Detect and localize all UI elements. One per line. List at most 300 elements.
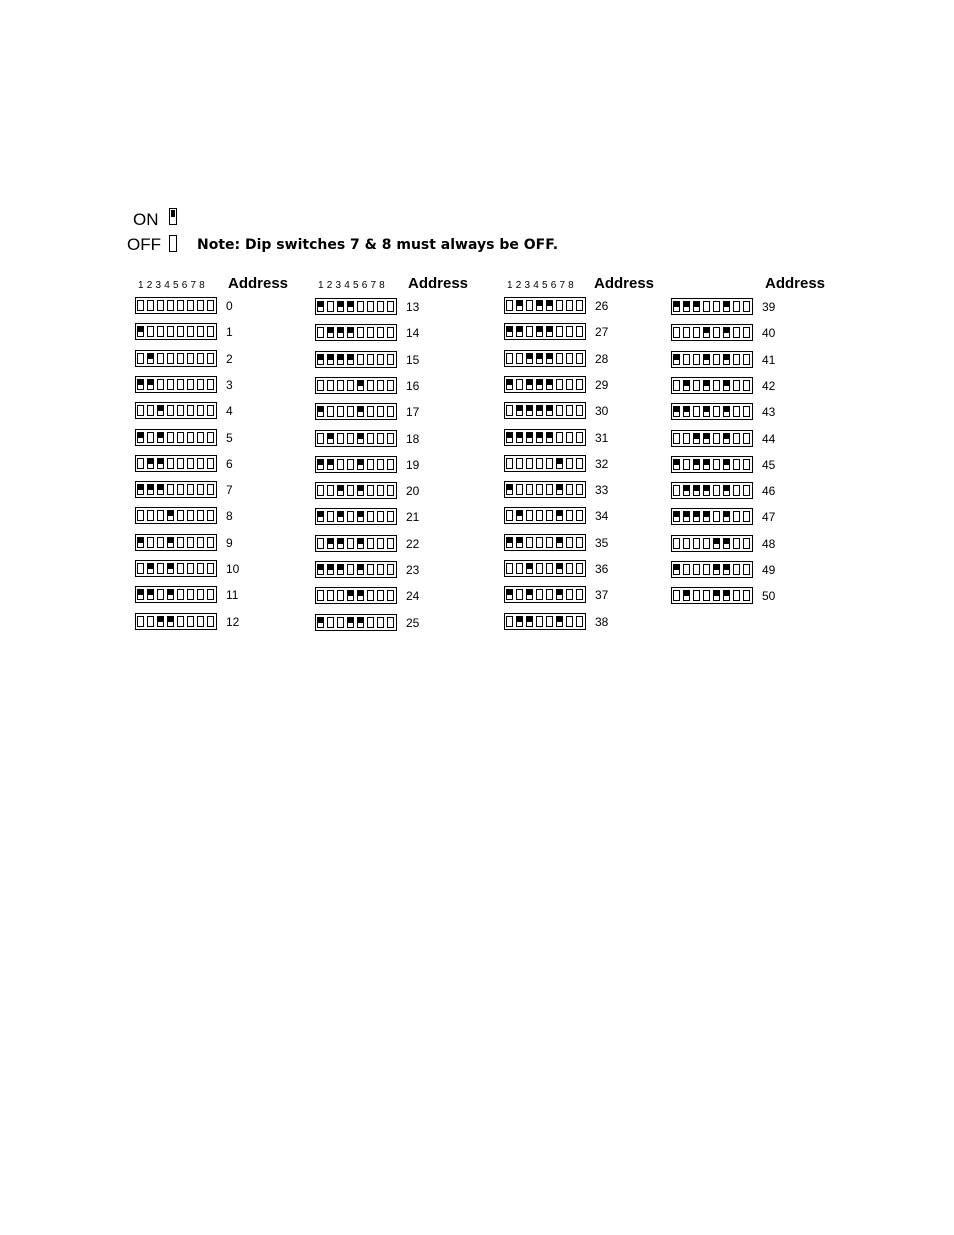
address-value: 37 [595, 588, 609, 603]
switch-off-icon [693, 380, 700, 391]
switch-off-icon [576, 589, 583, 600]
address-value: 32 [595, 456, 609, 471]
switch-off-icon [197, 379, 204, 390]
switch-off-icon [673, 433, 680, 444]
switch-on-icon [337, 511, 344, 522]
dip-switch-block [504, 402, 586, 419]
switch-off-icon [327, 485, 334, 496]
switch-on-icon [317, 617, 324, 628]
switch-off-icon [673, 380, 680, 391]
switch-off-icon [556, 300, 563, 311]
switch-on-icon [516, 537, 523, 548]
switch-off-icon [576, 405, 583, 416]
switch-off-icon [137, 300, 144, 311]
switch-off-icon [576, 379, 583, 390]
dip-switch-block [135, 507, 217, 524]
switch-on-icon [713, 564, 720, 575]
address-value: 11 [226, 588, 239, 603]
dip-switch-block [671, 324, 753, 341]
switch-on-icon [703, 380, 710, 391]
switch-on-icon [536, 379, 543, 390]
switch-on-icon [683, 590, 690, 601]
dip-switch-block [504, 507, 586, 524]
address-heading: Address [228, 275, 289, 292]
dip-switch-block [135, 534, 217, 551]
switch-off-icon [387, 590, 394, 601]
switch-off-icon [733, 459, 740, 470]
switch-on-icon [167, 589, 174, 600]
switch-on-icon [556, 537, 563, 548]
switch-on-icon [357, 511, 364, 522]
address-value: 29 [595, 377, 609, 392]
switch-on-icon [683, 485, 690, 496]
switch-on-icon [337, 327, 344, 338]
dip-switch-block [135, 429, 217, 446]
off-switch-icon [169, 235, 177, 252]
switch-off-icon [576, 616, 583, 627]
switch-off-icon [566, 589, 573, 600]
dip-switch-block [671, 482, 753, 499]
switch-off-icon [576, 510, 583, 521]
address-value: 39 [762, 300, 776, 314]
switch-on-icon [693, 485, 700, 496]
switch-on-icon [526, 432, 533, 443]
switch-on-icon [723, 564, 730, 575]
switch-on-icon [137, 432, 144, 443]
switch-off-icon [536, 510, 543, 521]
switch-on-icon [713, 538, 720, 549]
address-value: 12 [226, 614, 240, 629]
switch-on-icon [673, 301, 680, 312]
dip-switch-block [135, 323, 217, 340]
switch-off-icon [733, 301, 740, 312]
switch-on-icon [526, 589, 533, 600]
switch-off-icon [526, 326, 533, 337]
dip-switch-block [315, 430, 397, 447]
address-value: 49 [762, 563, 776, 577]
dip-switch-block [315, 351, 397, 368]
switch-off-icon [187, 326, 194, 337]
switch-off-icon [566, 432, 573, 443]
switch-off-icon [576, 537, 583, 548]
switch-off-icon [506, 563, 513, 574]
switch-off-icon [733, 433, 740, 444]
switch-off-icon [197, 589, 204, 600]
switch-on-icon [357, 459, 364, 470]
switch-off-icon [317, 538, 324, 549]
switch-on-icon [516, 326, 523, 337]
switch-on-icon [703, 406, 710, 417]
switch-on-icon [673, 511, 680, 522]
switch-on-icon [683, 406, 690, 417]
address-value: 31 [595, 430, 609, 445]
switch-off-icon [177, 432, 184, 443]
switch-off-icon [197, 510, 204, 521]
switch-off-icon [713, 459, 720, 470]
switch-off-icon [506, 405, 513, 416]
dip-switch-block [135, 376, 217, 393]
switch-off-icon [536, 616, 543, 627]
switch-off-icon [387, 354, 394, 365]
switch-off-icon [703, 538, 710, 549]
switch-off-icon [576, 300, 583, 311]
switch-off-icon [367, 538, 374, 549]
switch-on-icon [546, 379, 553, 390]
switch-off-icon [733, 380, 740, 391]
switch-off-icon [377, 485, 384, 496]
dip-switch-block [315, 403, 397, 420]
switch-on-icon [526, 379, 533, 390]
switch-off-icon [556, 432, 563, 443]
switch-off-icon [347, 564, 354, 575]
switch-off-icon [147, 405, 154, 416]
dip-switch-block [504, 481, 586, 498]
dip-switch-block [315, 614, 397, 631]
switch-off-icon [347, 511, 354, 522]
switch-on-icon [327, 538, 334, 549]
dip-switch-block [315, 508, 397, 525]
address-value: 26 [595, 299, 609, 313]
switch-off-icon [197, 484, 204, 495]
address-value: 43 [762, 405, 776, 420]
switch-off-icon [683, 459, 690, 470]
switch-off-icon [177, 616, 184, 627]
address-value: 33 [595, 483, 609, 498]
switch-off-icon [556, 326, 563, 337]
switch-on-icon [713, 590, 720, 601]
switch-off-icon [177, 379, 184, 390]
switch-off-icon [713, 327, 720, 338]
switch-off-icon [546, 510, 553, 521]
switch-off-icon [566, 458, 573, 469]
switch-off-icon [177, 589, 184, 600]
switch-on-icon [506, 326, 513, 337]
switch-off-icon [576, 458, 583, 469]
switch-on-icon [526, 353, 533, 364]
dip-switch-block [671, 430, 753, 447]
dip-switch-note: Note: Dip switches 7 & 8 must always be OFF. [197, 237, 559, 253]
switch-on-icon [147, 379, 154, 390]
switch-off-icon [733, 406, 740, 417]
address-value: 50 [762, 589, 776, 604]
switch-off-icon [197, 537, 204, 548]
dip-switch-block [504, 323, 586, 340]
switch-off-icon [387, 511, 394, 522]
switch-off-icon [566, 326, 573, 337]
switch-off-icon [327, 590, 334, 601]
switch-off-icon [157, 300, 164, 311]
switch-off-icon [157, 537, 164, 548]
dip-switch-block [135, 586, 217, 603]
switch-off-icon [177, 326, 184, 337]
switch-off-icon [506, 353, 513, 364]
switch-on-icon [683, 511, 690, 522]
switch-off-icon [207, 353, 214, 364]
switch-off-icon [387, 538, 394, 549]
dip-switch-block [671, 298, 753, 315]
switch-off-icon [207, 510, 214, 521]
address-value: 7 [226, 483, 233, 498]
switch-off-icon [377, 380, 384, 391]
switch-off-icon [526, 510, 533, 521]
switch-off-icon [357, 327, 364, 338]
switch-on-icon [167, 537, 174, 548]
switch-off-icon [167, 432, 174, 443]
switch-off-icon [733, 538, 740, 549]
switch-on-icon [546, 432, 553, 443]
switch-on-icon [337, 301, 344, 312]
switch-off-icon [576, 353, 583, 364]
switch-off-icon [187, 458, 194, 469]
switch-on-icon [357, 433, 364, 444]
switch-off-icon [317, 590, 324, 601]
switch-off-icon [367, 485, 374, 496]
switch-off-icon [377, 590, 384, 601]
switch-off-icon [713, 354, 720, 365]
switch-on-icon [506, 379, 513, 390]
address-value: 38 [595, 614, 609, 629]
switch-off-icon [207, 616, 214, 627]
switch-off-icon [167, 458, 174, 469]
switch-off-icon [147, 537, 154, 548]
switch-on-icon [516, 510, 523, 521]
switch-on-icon [556, 484, 563, 495]
switch-off-icon [157, 353, 164, 364]
switch-on-icon [327, 354, 334, 365]
switch-on-icon [723, 538, 730, 549]
switch-off-icon [733, 590, 740, 601]
switch-off-icon [576, 563, 583, 574]
switch-on-icon [526, 405, 533, 416]
switch-on-icon [723, 327, 730, 338]
switch-on-icon [147, 458, 154, 469]
address-value: 45 [762, 457, 776, 472]
switch-off-icon [733, 485, 740, 496]
switch-off-icon [743, 459, 750, 470]
switch-off-icon [187, 537, 194, 548]
on-switch-icon [169, 208, 177, 225]
switch-on-icon [347, 590, 354, 601]
switch-off-icon [207, 537, 214, 548]
switch-off-icon [207, 432, 214, 443]
dip-switch-block [504, 376, 586, 393]
switch-off-icon [177, 405, 184, 416]
switch-off-icon [367, 301, 374, 312]
switch-off-icon [683, 564, 690, 575]
switch-on-icon [357, 617, 364, 628]
switch-off-icon [713, 380, 720, 391]
switch-on-icon [157, 405, 164, 416]
dip-switch-block [315, 377, 397, 394]
switch-off-icon [317, 327, 324, 338]
switch-off-icon [177, 563, 184, 574]
switch-on-icon [723, 485, 730, 496]
switch-off-icon [566, 379, 573, 390]
switch-on-icon [317, 564, 324, 575]
switch-off-icon [683, 538, 690, 549]
switch-off-icon [367, 564, 374, 575]
switch-on-icon [556, 589, 563, 600]
switch-off-icon [367, 459, 374, 470]
switch-off-icon [377, 459, 384, 470]
switch-on-icon [357, 380, 364, 391]
switch-off-icon [566, 616, 573, 627]
switch-off-icon [743, 538, 750, 549]
switch-off-icon [207, 563, 214, 574]
switch-on-icon [327, 564, 334, 575]
switch-on-icon [157, 616, 164, 627]
address-value: 0 [226, 299, 233, 313]
switch-on-icon [526, 563, 533, 574]
switch-off-icon [177, 537, 184, 548]
address-value: 46 [762, 484, 776, 499]
switch-off-icon [157, 589, 164, 600]
switch-on-icon [723, 354, 730, 365]
switch-on-icon [723, 433, 730, 444]
switch-off-icon [673, 590, 680, 601]
switch-off-icon [693, 590, 700, 601]
dip-switch-block [315, 587, 397, 604]
dip-switch-block [671, 377, 753, 394]
switch-on-icon [147, 563, 154, 574]
on-legend-label: ON [133, 210, 159, 229]
switch-on-icon [347, 301, 354, 312]
switch-on-icon [536, 300, 543, 311]
switch-on-icon [723, 301, 730, 312]
switch-off-icon [177, 510, 184, 521]
switch-off-icon [167, 300, 174, 311]
switch-off-icon [207, 484, 214, 495]
switch-off-icon [167, 326, 174, 337]
switch-on-icon [526, 616, 533, 627]
address-value: 21 [406, 510, 420, 525]
switch-off-icon [683, 433, 690, 444]
switch-off-icon [743, 301, 750, 312]
switch-numbers-header: 1 2 3 4 5 6 7 8 [507, 280, 574, 291]
switch-on-icon [357, 590, 364, 601]
switch-off-icon [327, 301, 334, 312]
switch-on-icon [546, 353, 553, 364]
switch-off-icon [177, 300, 184, 311]
switch-off-icon [566, 300, 573, 311]
switch-off-icon [713, 301, 720, 312]
switch-on-icon [337, 538, 344, 549]
switch-off-icon [147, 432, 154, 443]
switch-on-icon [693, 511, 700, 522]
switch-off-icon [546, 563, 553, 574]
switch-off-icon [347, 538, 354, 549]
switch-on-icon [167, 563, 174, 574]
switch-off-icon [207, 458, 214, 469]
switch-on-icon [137, 326, 144, 337]
off-legend-label: OFF [127, 235, 161, 254]
switch-off-icon [377, 406, 384, 417]
switch-off-icon [546, 537, 553, 548]
switch-off-icon [683, 327, 690, 338]
switch-on-icon [157, 484, 164, 495]
switch-on-icon [357, 485, 364, 496]
switch-off-icon [673, 327, 680, 338]
switch-off-icon [177, 484, 184, 495]
switch-off-icon [536, 458, 543, 469]
switch-off-icon [506, 300, 513, 311]
switch-on-icon [516, 616, 523, 627]
switch-on-icon [703, 459, 710, 470]
switch-on-icon [673, 406, 680, 417]
switch-off-icon [317, 380, 324, 391]
switch-off-icon [317, 485, 324, 496]
switch-off-icon [516, 563, 523, 574]
switch-on-icon [683, 301, 690, 312]
switch-off-icon [187, 589, 194, 600]
switch-off-icon [673, 485, 680, 496]
address-value: 36 [595, 562, 609, 576]
switch-on-icon [317, 511, 324, 522]
switch-off-icon [733, 327, 740, 338]
switch-on-icon [673, 564, 680, 575]
switch-on-icon [536, 432, 543, 443]
switch-off-icon [546, 616, 553, 627]
dip-switch-block [504, 429, 586, 446]
dip-switch-block [135, 481, 217, 498]
switch-off-icon [743, 433, 750, 444]
address-value: 3 [226, 377, 233, 392]
dip-switch-block [671, 535, 753, 552]
address-value: 41 [762, 352, 776, 367]
dip-switch-block [135, 613, 217, 630]
switch-off-icon [377, 354, 384, 365]
switch-on-icon [673, 459, 680, 470]
switch-off-icon [536, 537, 543, 548]
switch-off-icon [197, 563, 204, 574]
address-value: 6 [226, 456, 233, 471]
switch-off-icon [167, 353, 174, 364]
switch-off-icon [327, 380, 334, 391]
switch-off-icon [377, 617, 384, 628]
switch-off-icon [516, 458, 523, 469]
switch-off-icon [733, 564, 740, 575]
address-value: 25 [406, 615, 420, 630]
address-value: 1 [226, 325, 233, 340]
switch-off-icon [177, 353, 184, 364]
dip-switch-block [135, 350, 217, 367]
switch-off-icon [546, 458, 553, 469]
dip-switch-block [315, 535, 397, 552]
switch-off-icon [566, 405, 573, 416]
switch-off-icon [713, 511, 720, 522]
switch-off-icon [576, 326, 583, 337]
dip-switch-block [504, 350, 586, 367]
address-value: 28 [595, 351, 609, 366]
address-value: 35 [595, 535, 609, 550]
switch-off-icon [367, 590, 374, 601]
switch-off-icon [157, 510, 164, 521]
switch-off-icon [693, 354, 700, 365]
switch-on-icon [347, 617, 354, 628]
switch-on-icon [147, 589, 154, 600]
switch-off-icon [177, 458, 184, 469]
address-value: 34 [595, 509, 609, 524]
switch-off-icon [157, 563, 164, 574]
switch-off-icon [683, 354, 690, 365]
switch-off-icon [536, 484, 543, 495]
switch-off-icon [187, 405, 194, 416]
dip-switch-block [671, 456, 753, 473]
switch-off-icon [546, 484, 553, 495]
switch-off-icon [566, 484, 573, 495]
switch-off-icon [207, 379, 214, 390]
switch-on-icon [723, 590, 730, 601]
